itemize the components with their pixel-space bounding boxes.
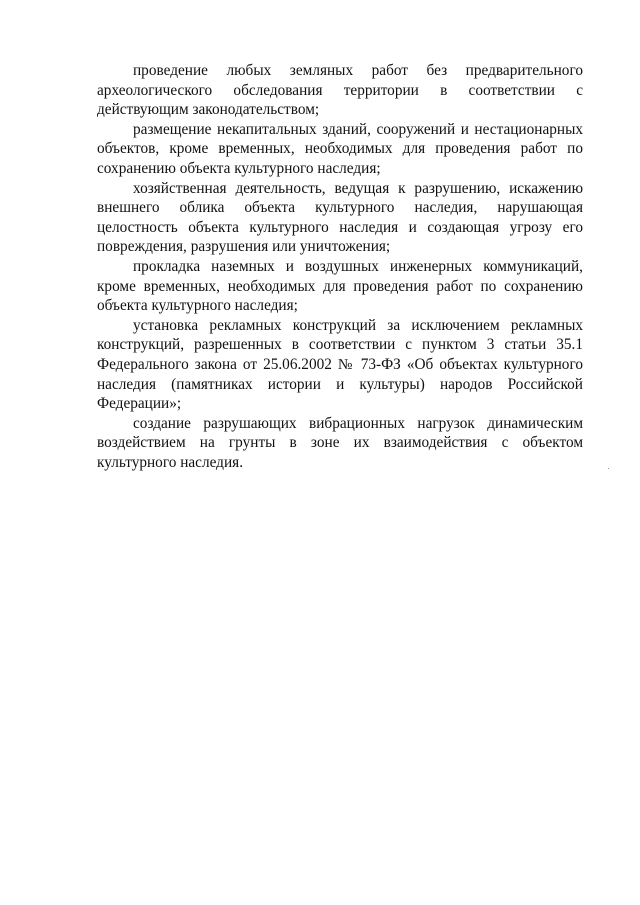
paragraph-advertising-structures: установка рекламных конструкций за исключением рекламных конструкций, разрешенных в соответствии с пунктом 3 статьи 35.1 Федерального закона от 25.06.2002 № 73-ФЗ «Об объектах культурного наследия (памятниках истории и культуры) народов Российской Федерации»;: [97, 316, 583, 413]
paragraph-earthworks: проведение любых земляных работ без предварительного археологического обследования территории в соответствии с действующим законодательством;: [97, 62, 583, 119]
paragraph-economic-activity: хозяйственная деятельность, ведущая к разрушению, искажению внешнего облика объекта культурного наследия, нарушающая целостность объекта культурного наследия и создающая угрозу его повреждения, разрушения или уничтожения;: [97, 179, 583, 256]
paragraph-temporary-structures: размещение некапитальных зданий, сооружений и нестационарных объектов, кроме временных, необходимых для проведения работ по сохранению объекта культурного наследия;: [97, 120, 583, 177]
scan-speck: [608, 468, 609, 469]
paragraph-vibration-loads: создание разрушающих вибрационных нагрузок динамическим воздействием на грунты в зоне их взаимодействия с объектом культурного наследия.: [97, 414, 583, 471]
paragraph-engineering-communications: прокладка наземных и воздушных инженерных коммуникаций, кроме временных, необходимых для проведения работ по сохранению объекта культурного наследия;: [97, 257, 583, 315]
document-body: [97, 61, 583, 472]
